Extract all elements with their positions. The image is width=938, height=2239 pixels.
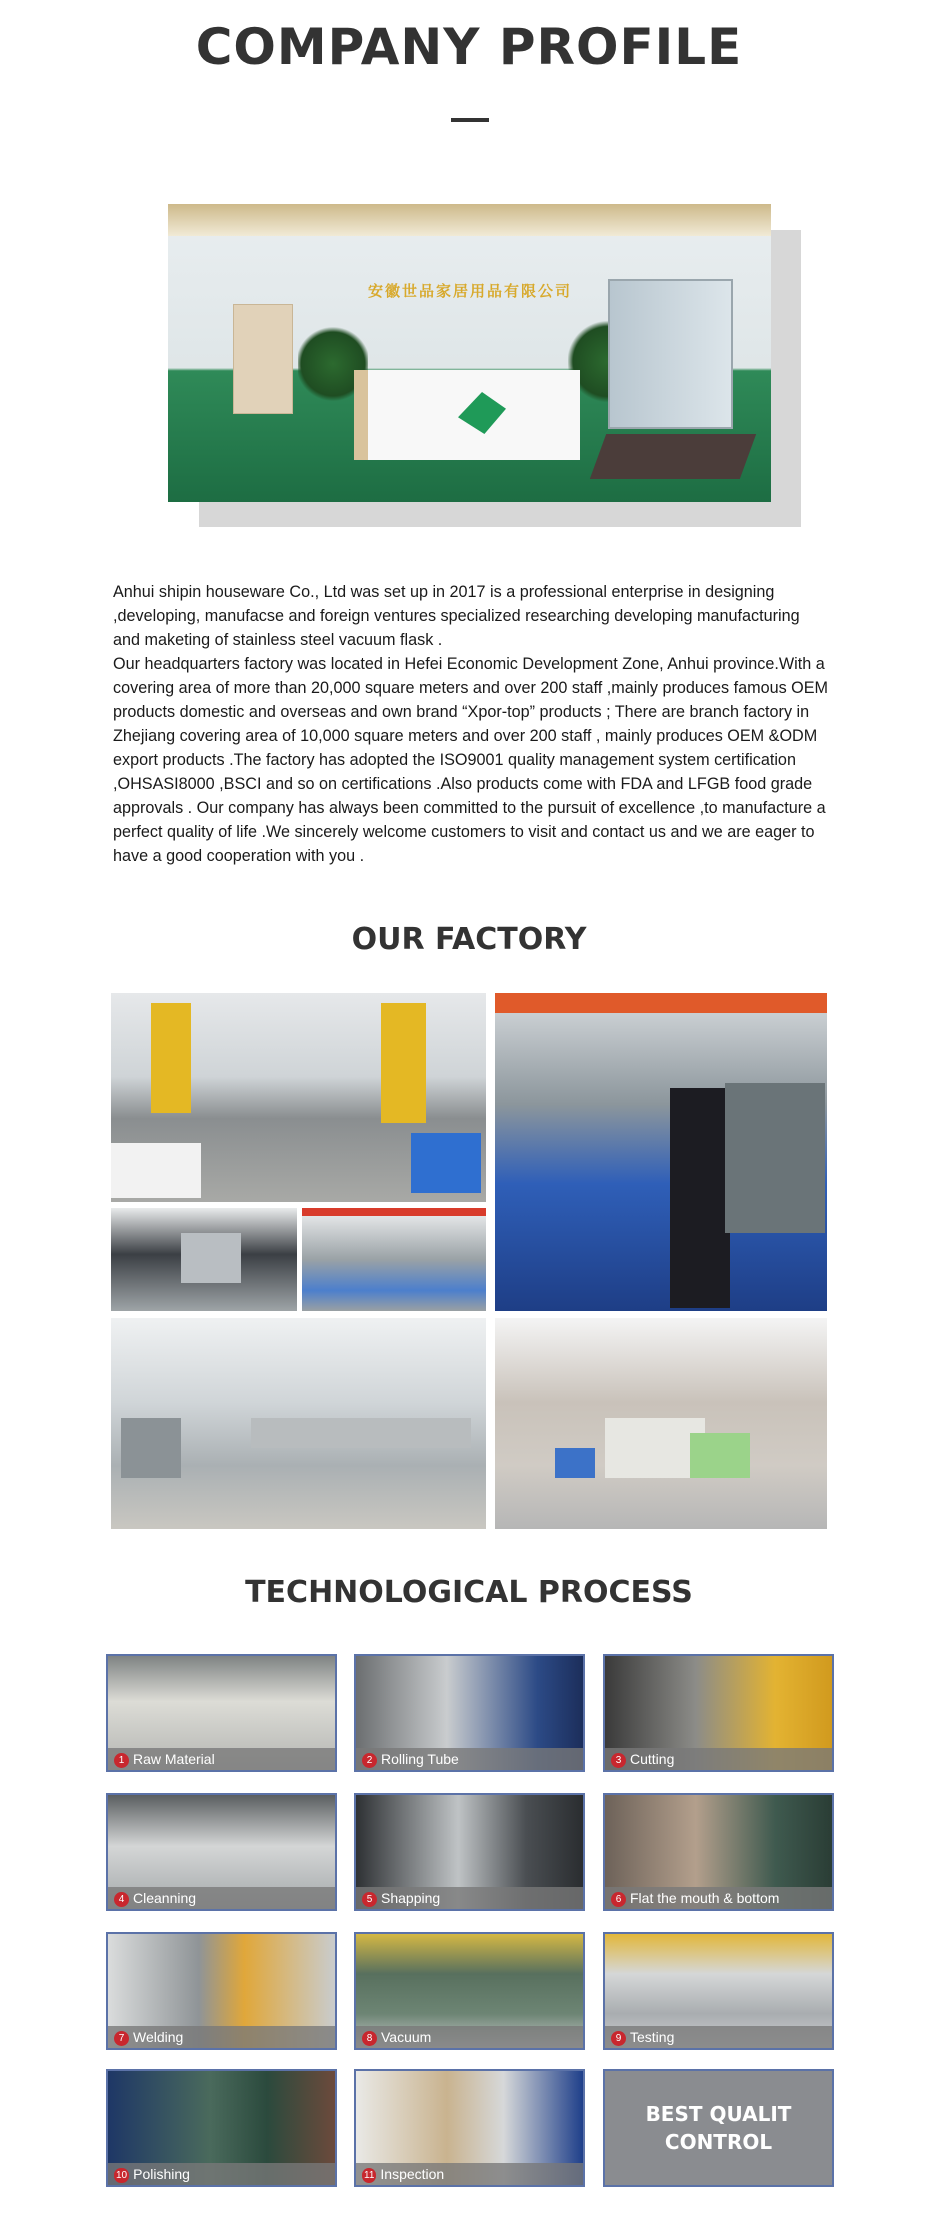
process-step-6 [603,1793,834,1911]
process-step-caption [605,2026,832,2048]
factory-photo-warehouse [495,1318,827,1529]
step-number-badge: 3 [611,1753,626,1768]
factory-photo-assembly [111,1318,486,1529]
step-number-badge: 1 [114,1753,129,1768]
step-label: Polishing [133,2166,190,2182]
step-number-badge: 8 [362,2031,377,2046]
step-label: Testing [630,2029,675,2045]
step-number-badge: 5 [362,1892,377,1907]
step-number-badge: 4 [114,1892,129,1907]
step-number-badge: 6 [611,1892,626,1907]
step-number-badge: 7 [114,2031,129,2046]
step-label: Raw Material [133,1751,215,1767]
welcome-mat [590,434,756,479]
step-label: Flat the mouth & bottom [630,1890,780,1906]
process-step-3 [603,1654,834,1772]
step-label: Welding [133,2029,184,2045]
process-step-11 [354,2069,585,2187]
process-step-caption [356,2026,583,2048]
process-step-5 [354,1793,585,1911]
process-step-caption [108,2026,335,2048]
ceiling-lights [168,204,771,236]
page-title: COMPANY PROFILE [195,18,743,76]
process-step-caption [356,1887,583,1909]
process-step-9 [603,1932,834,2050]
step-label: Cleanning [133,1890,197,1906]
factory-photo-workshop [302,1208,486,1311]
step-number-badge: 9 [611,2031,626,2046]
process-step-1 [106,1654,337,1772]
factory-title: OUR FACTORY [351,922,587,957]
process-step-7 [106,1932,337,2050]
step-label: Shapping [381,1890,441,1906]
process-title: TECHNOLOGICAL PROCESS [245,1575,693,1610]
step-label: Inspection [380,2166,445,2182]
process-step-4 [106,1793,337,1911]
quality-control-tile [603,2069,834,2187]
factory-photo-worker-crates [495,993,827,1311]
process-step-caption [356,1748,583,1770]
process-step-2 [354,1654,585,1772]
quality-control-line-2: CONTROL [664,2130,773,2154]
step-number-badge: 2 [362,1753,377,1768]
company-sign: 安徽世品家居用品有限公司 [368,283,573,300]
quality-control-line-1: BEST QUALIT [645,2102,792,2126]
process-step-10 [106,2069,337,2187]
reception-photo [168,204,771,502]
title-divider [451,118,489,122]
step-label: Vacuum [381,2029,432,2045]
process-step-8 [354,1932,585,2050]
step-label: Cutting [630,1751,675,1767]
step-label: Rolling Tube [381,1751,459,1767]
process-step-caption [108,1748,335,1770]
process-step-caption [605,1887,832,1909]
process-step-caption [605,1748,832,1770]
factory-photo-press-line [111,993,486,1202]
cabinet [233,304,293,414]
step-number-badge: 10 [116,2170,128,2181]
process-step-caption [108,1887,335,1909]
glass-door [608,279,733,429]
factory-photo-machines [111,1208,297,1311]
process-step-caption [356,2163,583,2185]
about-paragraph-1: Anhui shipin houseware Co., Ltd was set up in 2017 is a professional enterprise in designing ,developing, manufacse and foreign ventures specialized researching developing manufacturing and maketing of stainless steel vacuum flask . [113,583,800,649]
step-number-badge: 11 [364,2170,375,2181]
about-paragraph-2: Our headquarters factory was located in Hefei Economic Development Zone, Anhui province.With a covering area of more than 20,000 square meters and over 200 staff ,mainly produces famous OEM products domestic and overseas and own brand “Xpor-top” products ; There are branch factory in Zhejiang covering area of 10,000 square meters and over 200 staff , mainly produces OEM &ODM export products .The factory has adopted the ISO9001 quality management system certification ,OHSASI8000 ,BSCI and so on certifications .Also products come with FDA and LFGB food grade approvals . Our company has always been committed to the pursuit of excellence ,to manufacture a perfect quality of life .We sincerely welcome customers to visit and contact us and we are eager to have a good cooperation with you . [113,655,829,865]
company-description [113,580,829,868]
process-step-caption [108,2163,335,2185]
